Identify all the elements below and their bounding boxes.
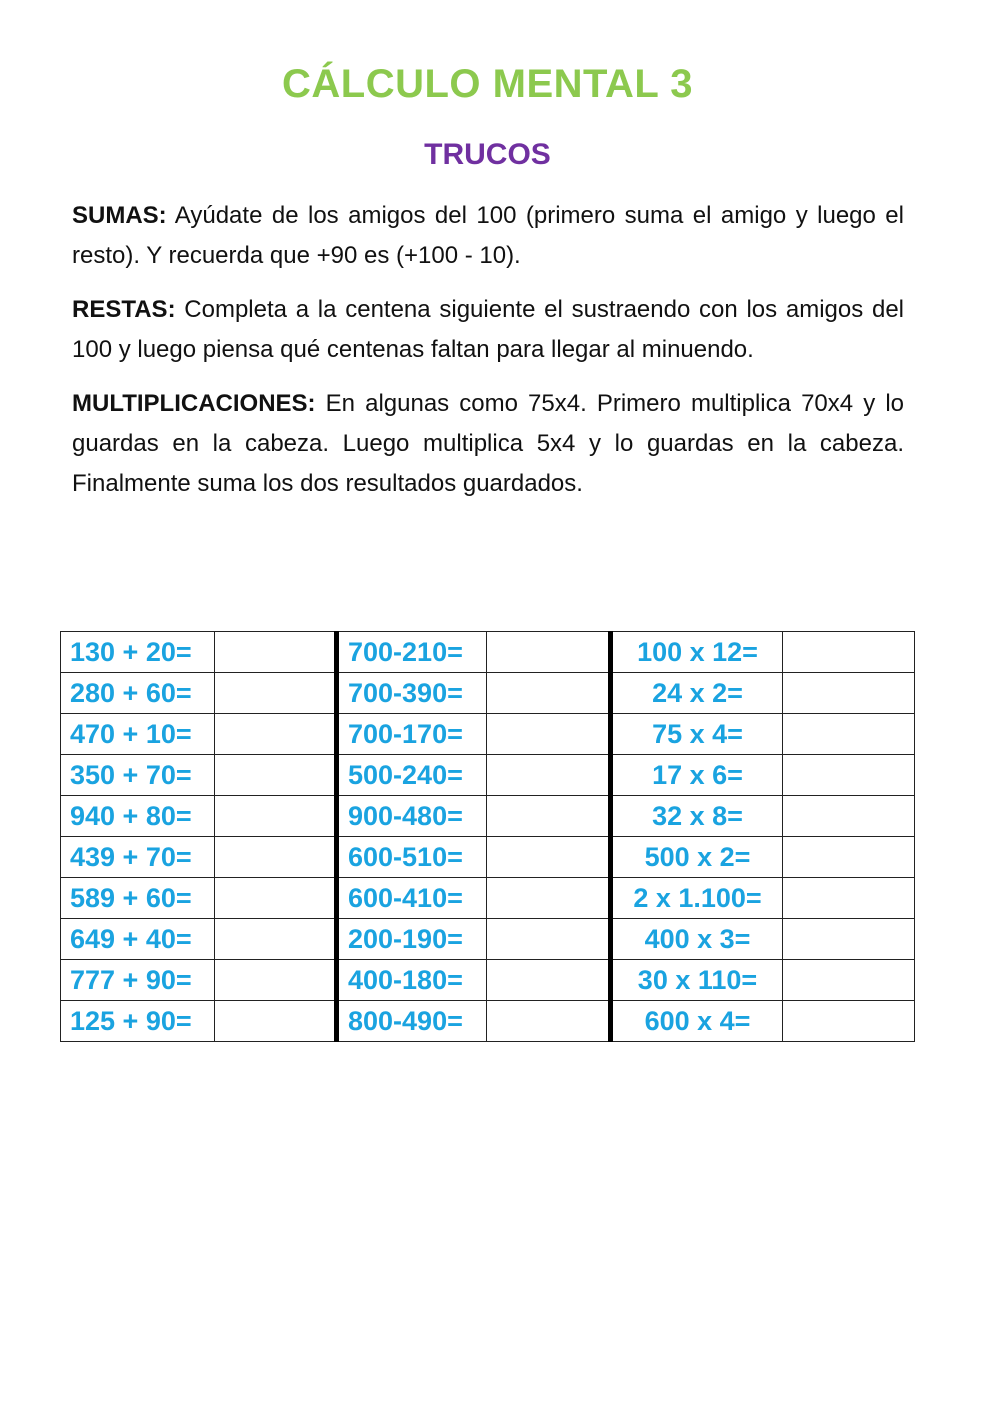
multiplication-problem: 30 x 110= xyxy=(611,960,783,1001)
exercise-row xyxy=(61,960,915,1001)
subtraction-answer-box[interactable] xyxy=(487,1001,611,1042)
sum-problem: 940 + 80= xyxy=(61,796,215,837)
sum-problem: 439 + 70= xyxy=(61,837,215,878)
subtraction-problem: 900-480= xyxy=(337,796,487,837)
sum-answer-box[interactable] xyxy=(215,796,337,837)
exercise-row xyxy=(61,714,915,755)
subtraction-problem: 400-180= xyxy=(337,960,487,1001)
subtraction-answer-box[interactable] xyxy=(487,755,611,796)
subtraction-problem: 600-410= xyxy=(337,878,487,919)
subtraction-problem: 200-190= xyxy=(337,919,487,960)
sum-problem: 649 + 40= xyxy=(61,919,215,960)
sum-problem: 130 + 20= xyxy=(61,632,215,673)
multiplication-answer-box[interactable] xyxy=(783,796,915,837)
sum-problem: 350 + 70= xyxy=(61,755,215,796)
sum-problem: 777 + 90= xyxy=(61,960,215,1001)
subtraction-answer-box[interactable] xyxy=(487,919,611,960)
subtraction-answer-box[interactable] xyxy=(487,632,611,673)
exercise-row xyxy=(61,837,915,878)
subtraction-answer-box[interactable] xyxy=(487,878,611,919)
multiplication-answer-box[interactable] xyxy=(783,960,915,1001)
tips-section xyxy=(72,196,904,518)
subtraction-problem: 700-210= xyxy=(337,632,487,673)
multiplication-problem: 24 x 2= xyxy=(611,673,783,714)
exercise-row xyxy=(61,796,915,837)
exercise-row xyxy=(61,1001,915,1042)
sum-problem: 470 + 10= xyxy=(61,714,215,755)
sum-problem: 589 + 60= xyxy=(61,878,215,919)
tip-multiplicaciones-label: MULTIPLICACIONES: xyxy=(72,390,316,417)
multiplication-answer-box[interactable] xyxy=(783,755,915,796)
tip-multiplicaciones xyxy=(72,384,904,504)
multiplication-problem: 400 x 3= xyxy=(611,919,783,960)
multiplication-problem: 100 x 12= xyxy=(611,632,783,673)
exercise-row xyxy=(61,673,915,714)
subtraction-answer-box[interactable] xyxy=(487,714,611,755)
exercise-row xyxy=(61,919,915,960)
multiplication-answer-box[interactable] xyxy=(783,919,915,960)
tip-sumas-label: SUMAS: xyxy=(72,202,167,229)
exercise-row xyxy=(61,632,915,673)
exercise-row xyxy=(61,755,915,796)
subtraction-answer-box[interactable] xyxy=(487,673,611,714)
multiplication-problem: 500 x 2= xyxy=(611,837,783,878)
subtraction-problem: 500-240= xyxy=(337,755,487,796)
sum-answer-box[interactable] xyxy=(215,960,337,1001)
tip-restas xyxy=(72,290,904,370)
multiplication-problem: 17 x 6= xyxy=(611,755,783,796)
sum-answer-box[interactable] xyxy=(215,1001,337,1042)
multiplication-answer-box[interactable] xyxy=(783,1001,915,1042)
sum-answer-box[interactable] xyxy=(215,755,337,796)
multiplication-problem: 75 x 4= xyxy=(611,714,783,755)
multiplication-answer-box[interactable] xyxy=(783,878,915,919)
tip-restas-text: Completa a la centena siguiente el sustraendo con los amigos del 100 y luego piensa qué centenas faltan para llegar al minuendo. xyxy=(72,296,904,363)
subtraction-problem: 700-390= xyxy=(337,673,487,714)
tip-sumas-text: Ayúdate de los amigos del 100 (primero suma el amigo y luego el resto). Y recuerda que +90 es (+100 - 10). xyxy=(72,202,904,269)
subtraction-problem: 700-170= xyxy=(337,714,487,755)
sum-answer-box[interactable] xyxy=(215,714,337,755)
subtraction-answer-box[interactable] xyxy=(487,837,611,878)
multiplication-answer-box[interactable] xyxy=(783,673,915,714)
page-title: CÁLCULO MENTAL 3 xyxy=(282,62,693,106)
subtraction-answer-box[interactable] xyxy=(487,960,611,1001)
exercise-table-body xyxy=(61,632,915,1042)
exercise-table xyxy=(60,631,915,1042)
sum-answer-box[interactable] xyxy=(215,878,337,919)
multiplication-answer-box[interactable] xyxy=(783,714,915,755)
subtraction-problem: 800-490= xyxy=(337,1001,487,1042)
exercise-row xyxy=(61,878,915,919)
multiplication-answer-box[interactable] xyxy=(783,837,915,878)
subtraction-answer-box[interactable] xyxy=(487,796,611,837)
tip-multiplicaciones-text: En algunas como 75x4. Primero multiplica 70x4 y lo guardas en la cabeza. Luego multiplica 5x4 y lo guardas en la cabeza. Finalmente suma los dos resultados guardados. xyxy=(72,390,904,497)
subtraction-problem: 600-510= xyxy=(337,837,487,878)
multiplication-problem: 2 x 1.100= xyxy=(611,878,783,919)
sum-answer-box[interactable] xyxy=(215,837,337,878)
sum-answer-box[interactable] xyxy=(215,673,337,714)
tip-sumas xyxy=(72,196,904,276)
sum-problem: 280 + 60= xyxy=(61,673,215,714)
sum-answer-box[interactable] xyxy=(215,919,337,960)
section-subtitle: TRUCOS xyxy=(424,138,551,171)
multiplication-problem: 600 x 4= xyxy=(611,1001,783,1042)
tip-restas-label: RESTAS: xyxy=(72,296,176,323)
sum-answer-box[interactable] xyxy=(215,632,337,673)
multiplication-problem: 32 x 8= xyxy=(611,796,783,837)
multiplication-answer-box[interactable] xyxy=(783,632,915,673)
sum-problem: 125 + 90= xyxy=(61,1001,215,1042)
